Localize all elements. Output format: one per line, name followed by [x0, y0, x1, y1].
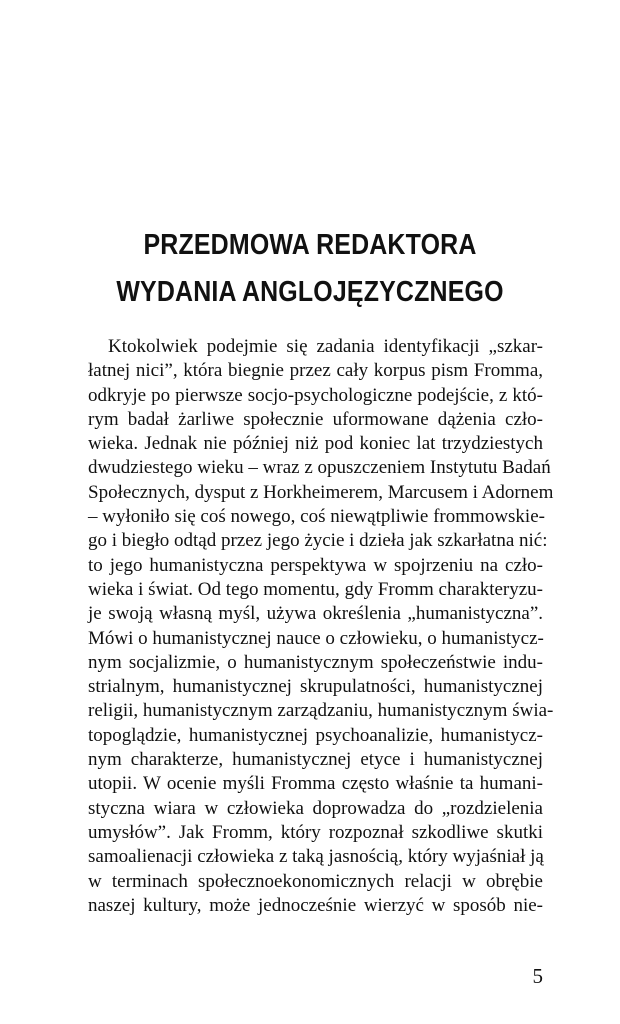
text-line: utopii. W ocenie myśli Fromma często właśnie ta humani- — [88, 773, 543, 795]
text-line: nym socjalizmie, o humanistycznym społeczeństwie indu- — [88, 651, 543, 673]
text-line: topoglądzie, humanistycznej psychoanalizie, humanistycz- — [88, 724, 543, 746]
text-line: styczna wiara w człowieka doprowadza do „rozdzielenia — [88, 797, 543, 819]
text-line: odkryje po pierwsze socjo-psychologiczne podejście, z któ- — [88, 384, 543, 406]
text-line: samoalienacji człowieka z taką jasnością, który wyjaśniał ją — [88, 846, 544, 868]
text-line: to jego humanistyczna perspektywa w spojrzeniu na czło- — [88, 554, 543, 576]
text-line: je swoją własną myśl, używa określenia „humanistyczna”. — [88, 603, 543, 625]
text-line: rym badał żarliwe społecznie uformowane dążenia czło- — [88, 408, 543, 430]
page-number: 5 — [532, 964, 543, 988]
text-line: łatnej nici”, która biegnie przez cały korpus pism Fromma, — [88, 360, 543, 382]
text-line: dwudziestego wieku – wraz z opuszczeniem Instytutu Badań — [88, 457, 551, 479]
body-paragraph — [88, 335, 554, 918]
chapter-heading — [43, 222, 576, 316]
text-line: Ktokolwiek podejmie się zadania identyfikacji „szkar- — [108, 336, 543, 357]
text-line: Społecznych, dysput z Horkheimerem, Marcusem i Adornem — [88, 481, 554, 503]
text-line: strialnym, humanistycznej skrupulatności, humanistycznej — [88, 676, 543, 698]
text-line: umysłów”. Jak Fromm, który rozpoznał szkodliwe skutki — [88, 821, 543, 843]
chapter-heading-line-2: WYDANIA ANGLOJĘZYCZNEGO — [116, 276, 504, 308]
text-line: naszej kultury, może jednocześnie wierzyć w sposób nie- — [88, 894, 543, 916]
text-line: – wyłoniło się coś nowego, coś niewątpliwie frommowskie- — [88, 506, 545, 528]
text-line: nym charakterze, humanistycznej etyce i humanistycznej — [88, 749, 543, 771]
text-line: Mówi o humanistycznej nauce o człowieku, o humanistycz- — [88, 627, 544, 649]
text-line: go i biegło odtąd przez jego życie i dzieła jak szkarłatna nić: — [88, 530, 548, 552]
text-line: w terminach społecznoekonomicznych relacji w obrębie — [88, 870, 543, 892]
text-line: wieka. Jednak nie później niż pod koniec lat trzydziestych — [88, 433, 543, 455]
text-line: wieka i świat. Od tego momentu, gdy Fromm charakteryzu- — [88, 578, 543, 600]
text-line: religii, humanistycznym zarządzaniu, humanistycznym świa- — [88, 700, 554, 722]
chapter-heading-line-1: PRZEDMOWA REDAKTORA — [143, 229, 477, 261]
